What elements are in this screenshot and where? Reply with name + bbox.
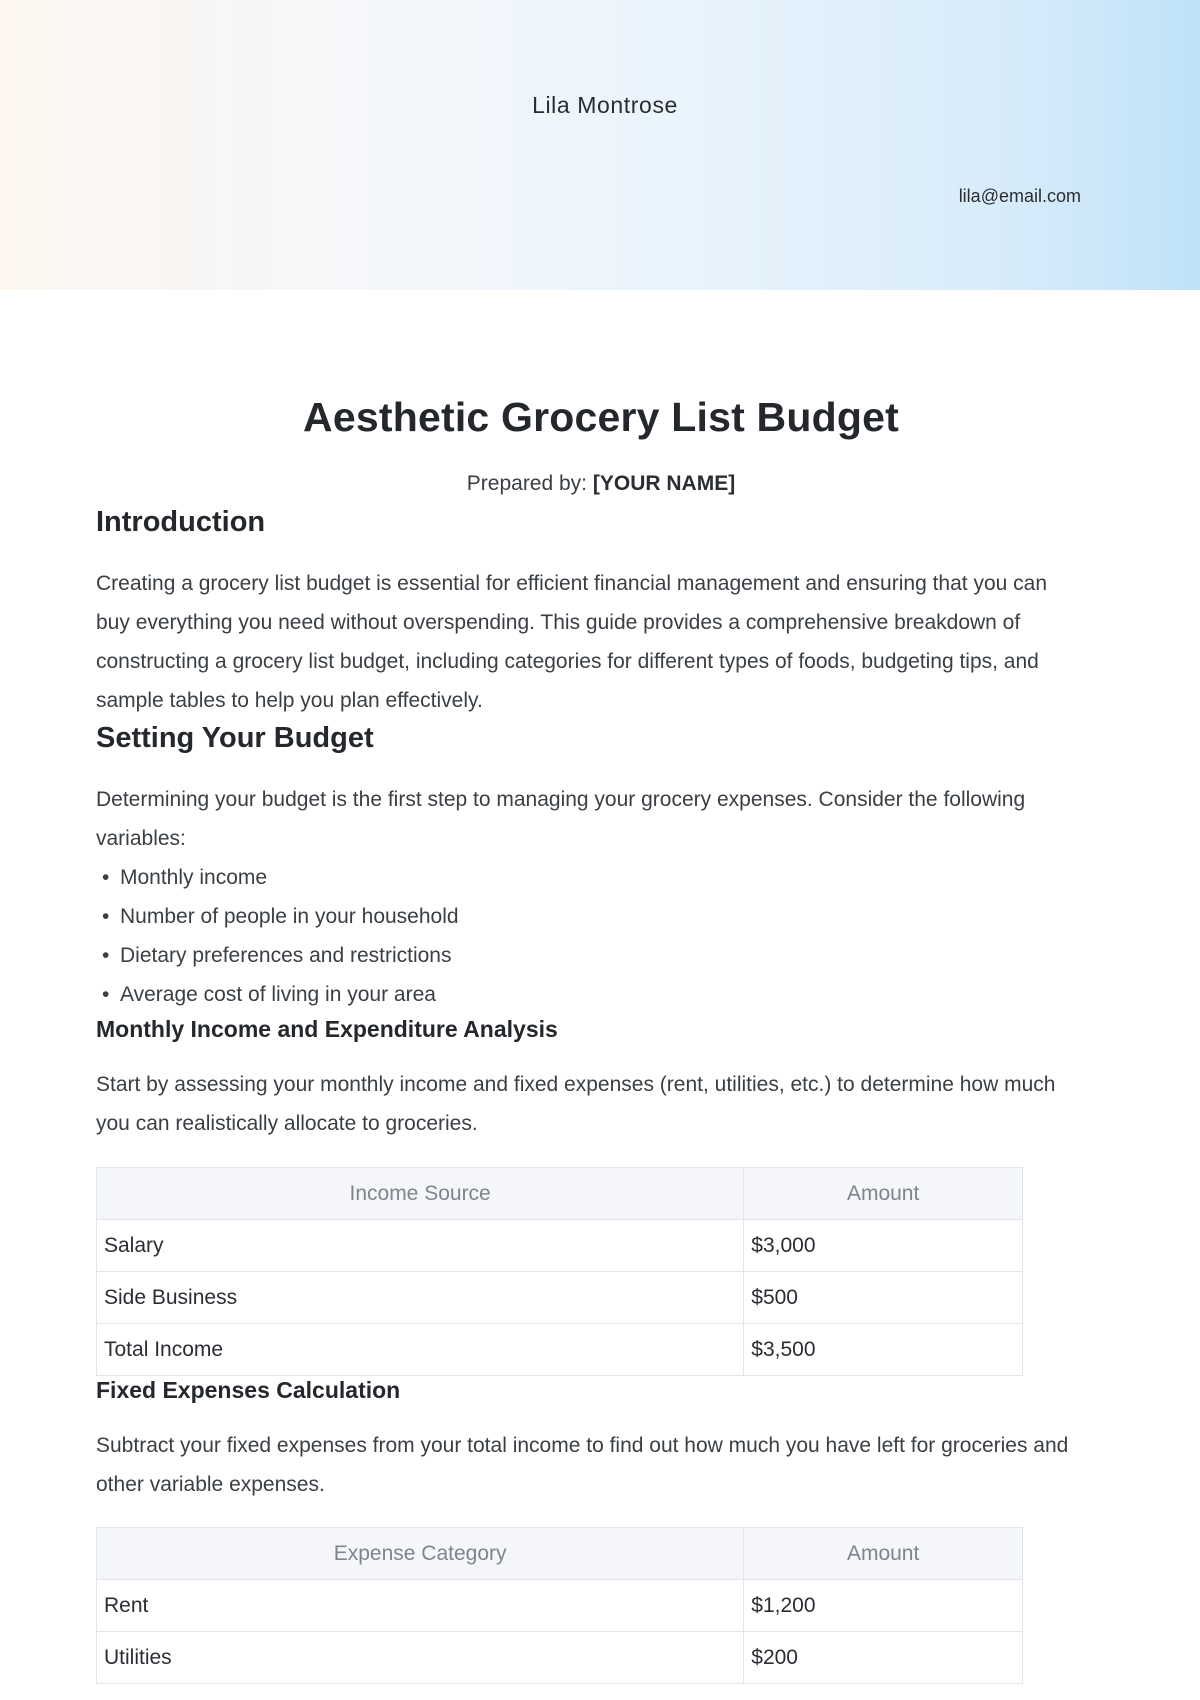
table-row — [97, 1272, 1023, 1324]
table-cell: $200 — [744, 1632, 1023, 1684]
list-item: • Dietary preferences and restrictions — [102, 936, 459, 975]
income-analysis-paragraph: Start by assessing your monthly income and fixed expenses (rent, utilities, etc.) to determine how much you can realistically allocate to groceries. — [96, 1073, 1056, 1135]
document-title: Aesthetic Grocery List Budget — [303, 394, 899, 440]
prepared-by-label: Prepared by: — [466, 472, 588, 495]
table-cell: Salary — [97, 1220, 744, 1272]
list-item: • Number of people in your household — [102, 897, 459, 936]
table-cell: $3,000 — [744, 1220, 1023, 1272]
table-row — [97, 1580, 1023, 1632]
table-row — [97, 1632, 1023, 1684]
table-header-row — [97, 1168, 1023, 1220]
author-name: Lila Montrose — [532, 92, 678, 118]
table-cell: Side Business — [97, 1272, 744, 1324]
income-table — [96, 1167, 1023, 1376]
table-header-income-source: Income Source — [97, 1168, 744, 1220]
table-cell: Total Income — [97, 1324, 744, 1376]
table-header-expense-category: Expense Category — [97, 1528, 744, 1580]
table-row — [97, 1220, 1023, 1272]
list-item: • Monthly income — [102, 858, 459, 897]
list-item: • Average cost of living in your area — [102, 975, 459, 1014]
budget-variables-list — [102, 858, 459, 1014]
expense-table — [96, 1527, 1023, 1684]
fixed-expenses-heading: Fixed Expenses Calculation — [96, 1377, 401, 1403]
introduction-heading: Introduction — [96, 506, 266, 538]
table-cell: $500 — [744, 1272, 1023, 1324]
table-header-row — [97, 1528, 1023, 1580]
introduction-paragraph: Creating a grocery list budget is essential for efficient financial management and ensuring that you can buy everything you need without overspending. This guide provides a comprehensive breakdown of constructing a grocery list budget, including categories for different types of foods, budgeting tips, and sample tables to help you plan effectively. — [96, 572, 1047, 712]
table-cell: $1,200 — [744, 1580, 1023, 1632]
table-row — [97, 1324, 1023, 1376]
setting-budget-heading: Setting Your Budget — [96, 722, 374, 754]
prepared-by-value: [YOUR NAME] — [592, 472, 736, 495]
fixed-expenses-paragraph: Subtract your fixed expenses from your total income to find out how much you have left for groceries and other variable expenses. — [96, 1434, 1069, 1496]
header-banner — [0, 0, 1200, 290]
prepared-by — [96, 472, 1106, 496]
table-header-amount: Amount — [744, 1168, 1023, 1220]
table-cell: $3,500 — [744, 1324, 1023, 1376]
table-cell: Utilities — [97, 1632, 744, 1684]
income-analysis-heading: Monthly Income and Expenditure Analysis — [96, 1016, 558, 1042]
author-email: lila@email.com — [958, 186, 1081, 206]
table-cell: Rent — [97, 1580, 744, 1632]
setting-budget-paragraph: Determining your budget is the first step to managing your grocery expenses. Consider the following variables: — [96, 788, 1026, 850]
table-header-amount: Amount — [744, 1528, 1023, 1580]
